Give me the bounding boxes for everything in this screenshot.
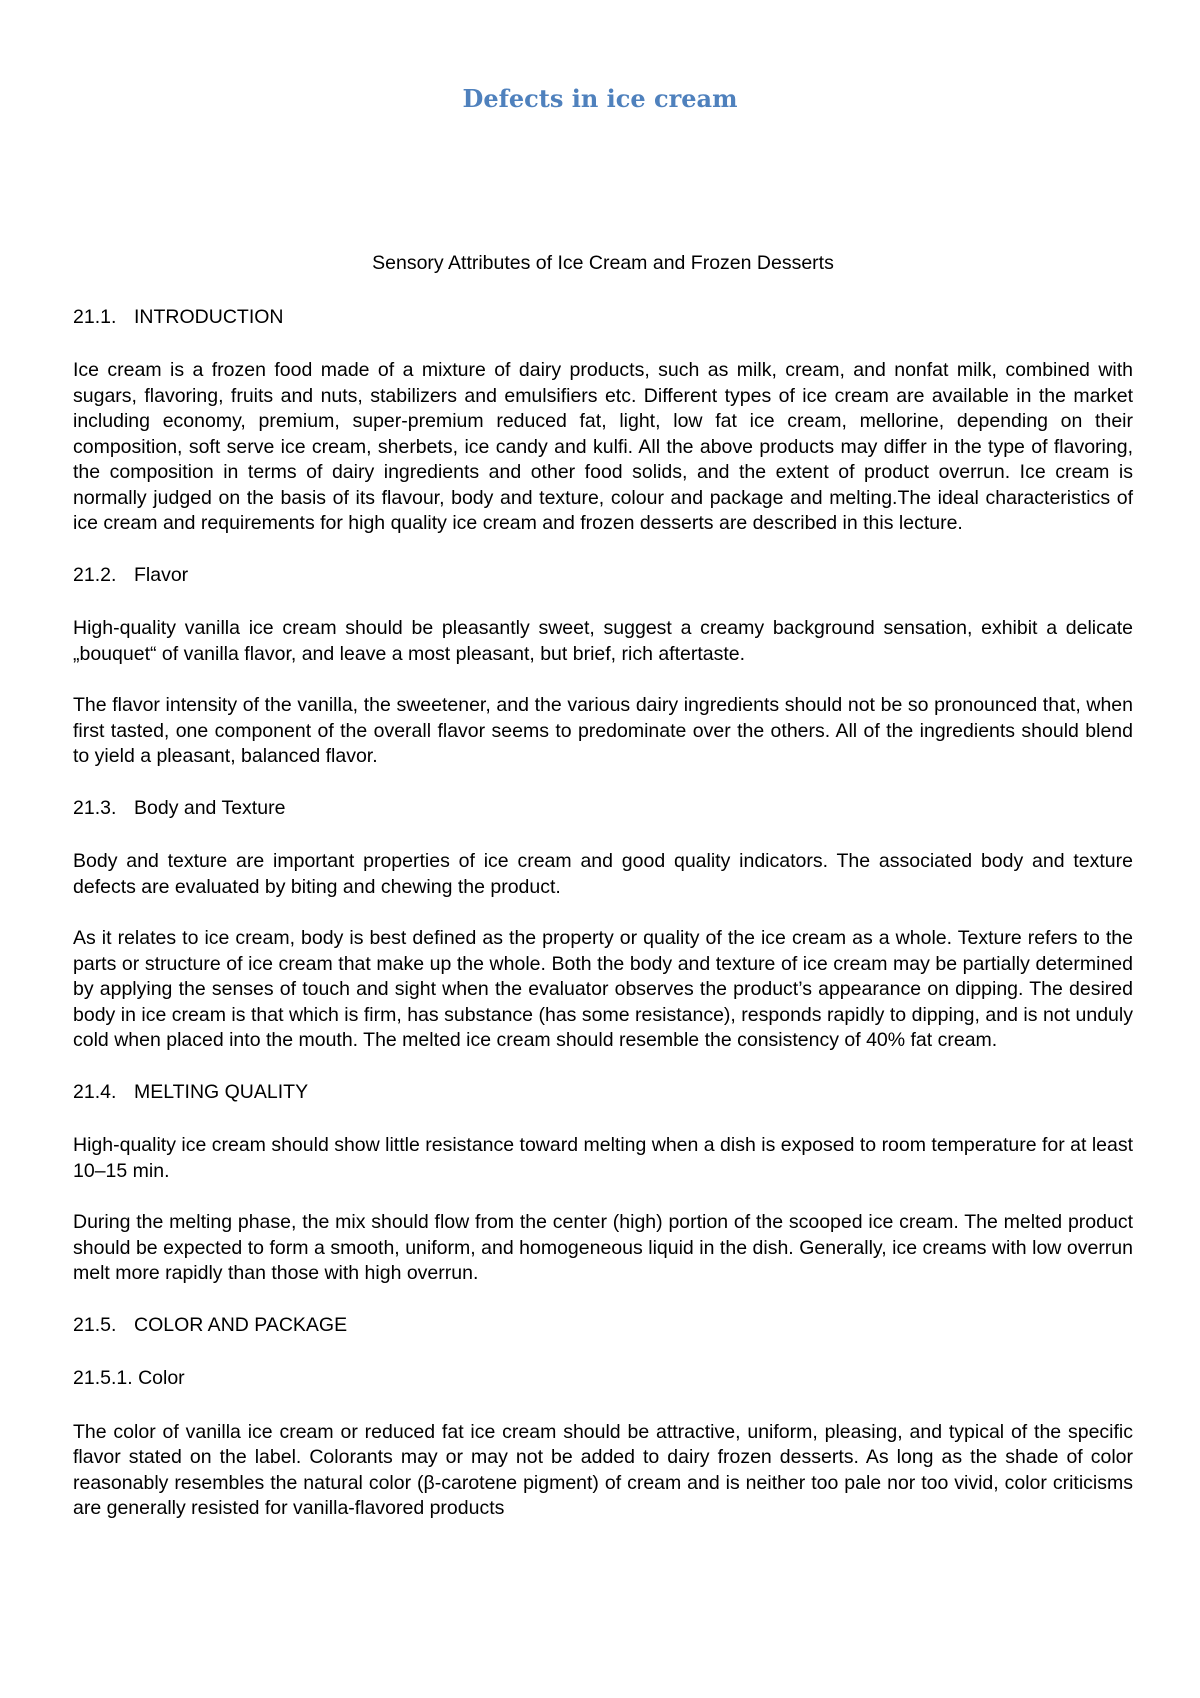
section-heading-introduction: [73, 305, 1133, 331]
subsection-heading-color: [73, 1366, 1133, 1392]
document-subtitle: Sensory Attributes of Ice Cream and Frozen Desserts: [372, 252, 834, 274]
paragraph: The flavor intensity of the vanilla, the sweetener, and the various dairy ingredients should not be so pronounced that, when first tasted, one component of the overall flavor seems to predominate over the others. All of the ingredients should blend to yield a pleasant, balanced flavor.: [73, 694, 1133, 767]
paragraph: Body and texture are important properties of ice cream and good quality indicators. The associated body and texture defects are evaluated by biting and chewing the product.: [73, 850, 1133, 898]
section-number: 21.5.1.: [73, 1367, 133, 1389]
section-number: 21.4.: [73, 1080, 117, 1103]
section-heading-color-package: [73, 1313, 1133, 1339]
section-number: 21.3.: [73, 796, 117, 819]
document-body: [73, 251, 1133, 1548]
paragraph: High-quality ice cream should show little resistance toward melting when a dish is exposed to room temperature for at least 10–15 min.: [73, 1134, 1134, 1182]
paragraph: Ice cream is a frozen food made of a mixture of dairy products, such as milk, cream, and nonfat milk, combined with sugars, flavoring, fruits and nuts, stabilizers and emulsifiers etc. Different types of ice cream are available in the market including economy, premium, super-premium reduced fat, light, low fat ice cream, mellorine, depending on their composition, soft serve ice cream, sherbets, ice candy and kulfi. All the above products may differ in the type of flavoring, the composition in terms of dairy ingredients and other food solids, and the extent of product overrun. Ice cream is normally judged on the basis of its flavour, body and texture, colour and package and melting.The ideal characteristics of ice cream and requirements for high quality ice cream and frozen desserts are described in this lecture.: [73, 359, 1133, 534]
section-title: INTRODUCTION: [134, 305, 284, 328]
section-number: 21.1.: [73, 305, 117, 328]
section-number: 21.2.: [73, 563, 117, 586]
section-title: Flavor: [134, 563, 189, 586]
paragraph: High-quality vanilla ice cream should be pleasantly sweet, suggest a creamy background sensation, exhibit a delicate „bouquet“ of vanilla flavor, and leave a most pleasant, but brief, rich aftertaste.: [73, 617, 1133, 665]
section-title: Body and Texture: [134, 796, 286, 819]
paragraph: During the melting phase, the mix should flow from the center (high) portion of the scooped ice cream. The melted product should be expected to form a smooth, uniform, and homogeneous liquid in the dish. Generally, ice creams with low overrun melt more rapidly than those with high overrun.: [73, 1211, 1133, 1284]
section-heading-body-texture: [73, 796, 1133, 822]
section-number: 21.5.: [73, 1313, 117, 1336]
section-heading-flavor: [73, 563, 1133, 589]
paragraph: The color of vanilla ice cream or reduced fat ice cream should be attractive, uniform, pleasing, and typical of the specific flavor stated on the label. Colorants may or may not be added to dairy frozen desserts. As long as the shade of color reasonably resembles the natural color (β-carotene pigment) of cream and is neither too pale nor too vivid, color criticisms are generally resisted for vanilla-flavored products: [73, 1420, 1133, 1519]
document-title: Defects in ice cream: [462, 84, 738, 113]
section-heading-melting-quality: [73, 1080, 1133, 1106]
section-title: COLOR AND PACKAGE: [134, 1313, 348, 1336]
section-title: Color: [138, 1367, 185, 1389]
paragraph: As it relates to ice cream, body is best defined as the property or quality of the ice cream as a whole. Texture refers to the parts or structure of ice cream that make up the whole. Both the body and texture of ice cream may be partially determined by applying the senses of touch and sight when the evaluator observes the product’s appearance on dipping. The desired body in ice cream is that which is firm, has substance (has some resistance), responds rapidly to dipping, and is not unduly cold when placed into the mouth. The melted ice cream should resemble the consistency of 40% fat cream.: [73, 927, 1133, 1051]
section-title: MELTING QUALITY: [134, 1080, 309, 1103]
